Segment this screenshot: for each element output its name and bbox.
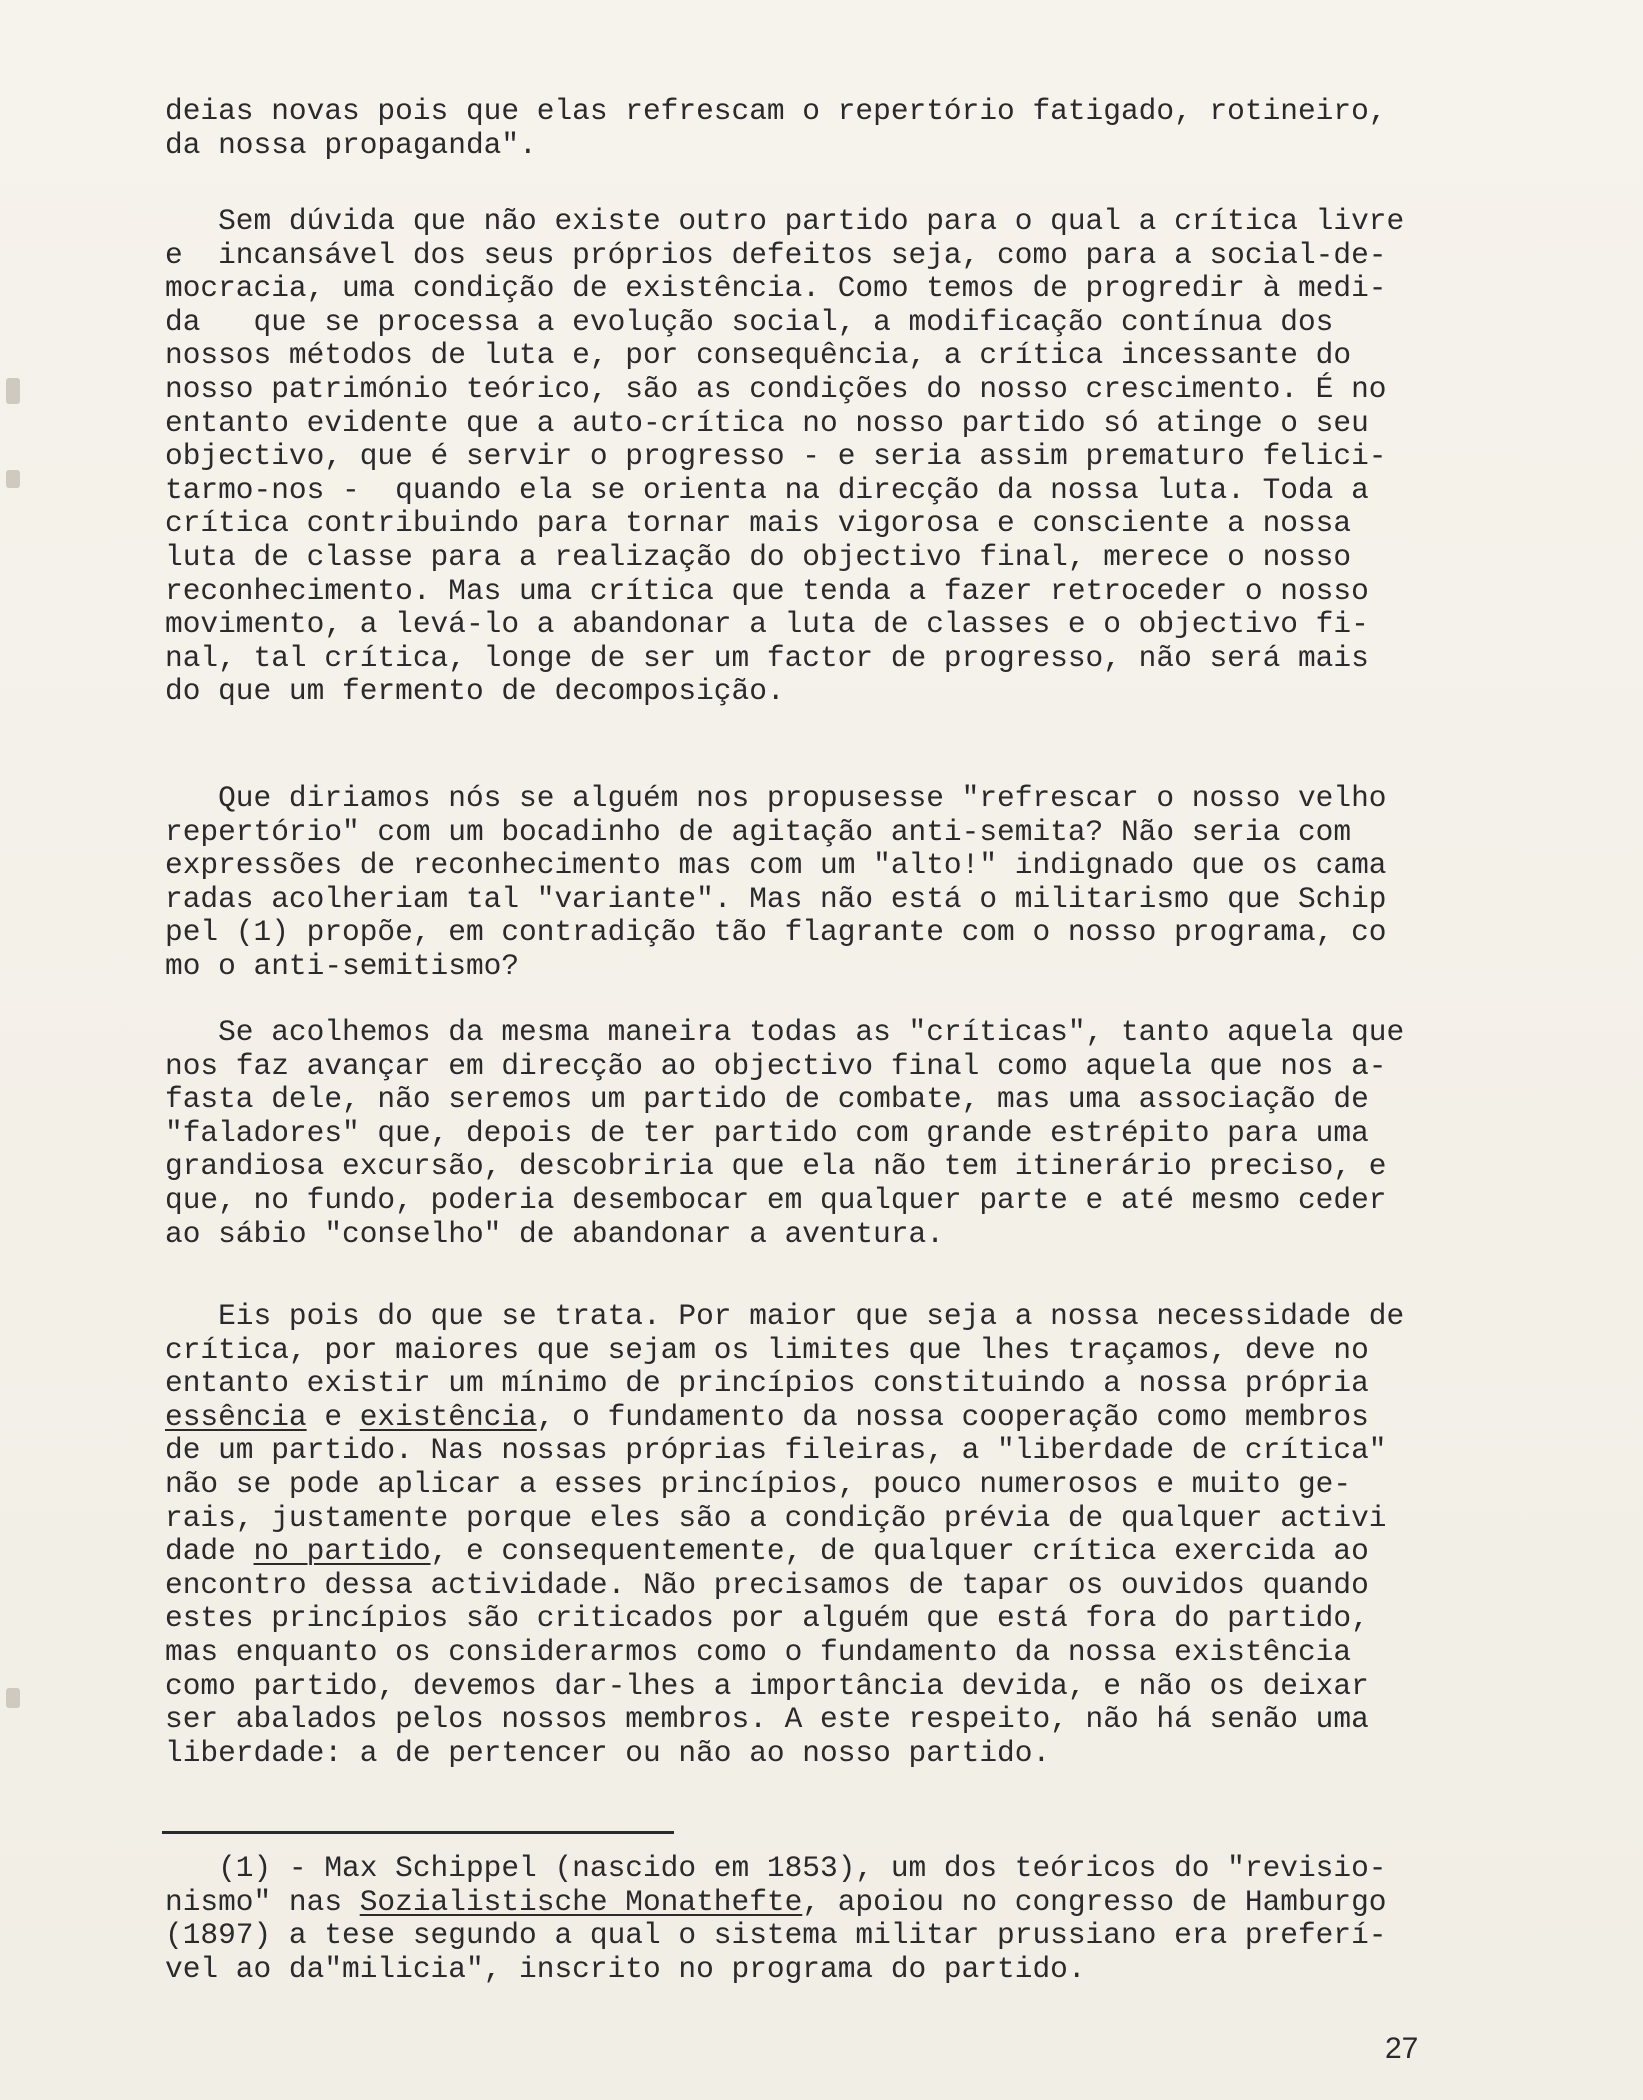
text-line: de um partido. Nas nossas próprias fileiras, a "liberdade de crítica" bbox=[165, 1433, 1387, 1468]
scan-edge-mark bbox=[6, 1688, 20, 1708]
footnote-line: nismo" nas Sozialistische Monathefte, apoiou no congresso de Hamburgo bbox=[165, 1884, 1387, 1919]
paragraph bbox=[165, 1300, 1525, 1770]
text-line: nosso património teórico, são as condições do nosso crescimento. É no bbox=[165, 371, 1387, 406]
text-line: não se pode aplicar a esses princípios, pouco numerosos e muito ge- bbox=[165, 1466, 1352, 1501]
text-line: "faladores" que, depois de ter partido com grande estrépito para uma bbox=[165, 1115, 1369, 1150]
text-line: liberdade: a de pertencer ou não ao nosso partido. bbox=[165, 1735, 1051, 1770]
paragraph bbox=[165, 782, 1525, 984]
text-line: estes princípios são criticados por alguém que está fora do partido, bbox=[165, 1601, 1369, 1636]
text-line: objectivo, que é servir o progresso - e seria assim prematuro felici- bbox=[165, 439, 1387, 474]
text-line: da que se processa a evolução social, a modificação contínua dos bbox=[165, 304, 1334, 339]
text-line: deias novas pois que elas refrescam o repertório fatigado, rotineiro, bbox=[165, 94, 1387, 128]
page-number: 27 bbox=[1385, 2032, 1419, 2065]
text-line: rais, justamente porque eles são a condição prévia de qualquer activi bbox=[165, 1500, 1387, 1535]
text-line: dade no partido, e consequentemente, de qualquer crítica exercida ao bbox=[165, 1534, 1369, 1569]
text-line: movimento, a levá-lo a abandonar a luta de classes e o objectivo fi- bbox=[165, 607, 1369, 642]
text-line: grandiosa excursão, descobriria que ela não tem itinerário preciso, e bbox=[165, 1149, 1387, 1184]
text-line: nos faz avançar em direcção ao objectivo final como aquela que nos a- bbox=[165, 1048, 1387, 1083]
text-line: radas acolheriam tal "variante". Mas não está o militarismo que Schip bbox=[165, 881, 1387, 916]
paragraph bbox=[165, 1016, 1525, 1251]
text-line: essência e existência, o fundamento da nossa cooperação como membros bbox=[165, 1399, 1369, 1434]
text-line: Sem dúvida que não existe outro partido para o qual a crítica livre bbox=[165, 204, 1405, 238]
text-line: entanto existir um mínimo de princípios constituindo a nossa própria bbox=[165, 1366, 1369, 1401]
text-line: entanto evidente que a auto-crítica no nosso partido só atinge o seu bbox=[165, 405, 1369, 440]
footnote-separator bbox=[162, 1831, 674, 1834]
scan-edge-mark bbox=[6, 378, 20, 404]
text-line: repertório" com um bocadinho de agitação anti-semita? Não seria com bbox=[165, 814, 1352, 849]
text-line: nal, tal crítica, longe de ser um factor de progresso, não será mais bbox=[165, 640, 1369, 675]
text-line: mo o anti-semitismo? bbox=[165, 948, 520, 983]
text-line: Se acolhemos da mesma maneira todas as "críticas", tanto aquela que bbox=[165, 1015, 1405, 1049]
text-line: pel (1) propõe, em contradição tão flagrante com o nosso programa, co bbox=[165, 915, 1387, 950]
text-line: Que diriamos nós se alguém nos propusesse "refrescar o nosso velho bbox=[165, 781, 1387, 815]
text-line: mocracia, uma condição de existência. Como temos de progredir à medi- bbox=[165, 271, 1387, 306]
paragraph bbox=[165, 95, 1525, 162]
footnote bbox=[165, 1852, 1525, 1986]
text-line: luta de classe para a realização do objectivo final, merece o nosso bbox=[165, 539, 1352, 574]
text-line: crítica contribuindo para tornar mais vigorosa e consciente a nossa bbox=[165, 506, 1352, 541]
text-line: Eis pois do que se trata. Por maior que seja a nossa necessidade de bbox=[165, 1299, 1405, 1333]
text-line: mas enquanto os considerarmos como o fundamento da nossa existência bbox=[165, 1634, 1352, 1669]
text-line: reconhecimento. Mas uma crítica que tenda a fazer retroceder o nosso bbox=[165, 573, 1369, 608]
scan-edge-mark bbox=[6, 470, 20, 488]
text-line: encontro dessa actividade. Não precisamos de tapar os ouvidos quando bbox=[165, 1567, 1369, 1602]
text-line: do que um fermento de decomposição. bbox=[165, 674, 785, 709]
text-line: tarmo-nos - quando ela se orienta na direcção da nossa luta. Toda a bbox=[165, 472, 1369, 507]
text-line: ser abalados pelos nossos membros. A este respeito, não há senão uma bbox=[165, 1702, 1369, 1737]
text-line: da nossa propaganda". bbox=[165, 127, 537, 162]
text-line: nossos métodos de luta e, por consequência, a crítica incessante do bbox=[165, 338, 1352, 373]
text-line: expressões de reconhecimento mas com um "alto!" indignado que os cama bbox=[165, 848, 1387, 883]
text-line: ao sábio "conselho" de abandonar a aventura. bbox=[165, 1216, 944, 1251]
text-line: como partido, devemos dar-lhes a importância devida, e não os deixar bbox=[165, 1668, 1369, 1703]
paragraph bbox=[165, 205, 1525, 709]
text-line: crítica, por maiores que sejam os limites que lhes traçamos, deve no bbox=[165, 1332, 1369, 1367]
footnote-line: (1897) a tese segundo a qual o sistema militar prussiano era preferí- bbox=[165, 1918, 1387, 1953]
text-line: que, no fundo, poderia desembocar em qualquer parte e até mesmo ceder bbox=[165, 1182, 1387, 1217]
footnote-line: (1) - Max Schippel (nascido em 1853), um dos teóricos do "revisio- bbox=[165, 1851, 1387, 1885]
footnote-line: vel ao da"milicia", inscrito no programa do partido. bbox=[165, 1951, 1086, 1986]
text-line: e incansável dos seus próprios defeitos seja, como para a social-de- bbox=[165, 237, 1387, 272]
text-line: fasta dele, não seremos um partido de combate, mas uma associação de bbox=[165, 1082, 1369, 1117]
